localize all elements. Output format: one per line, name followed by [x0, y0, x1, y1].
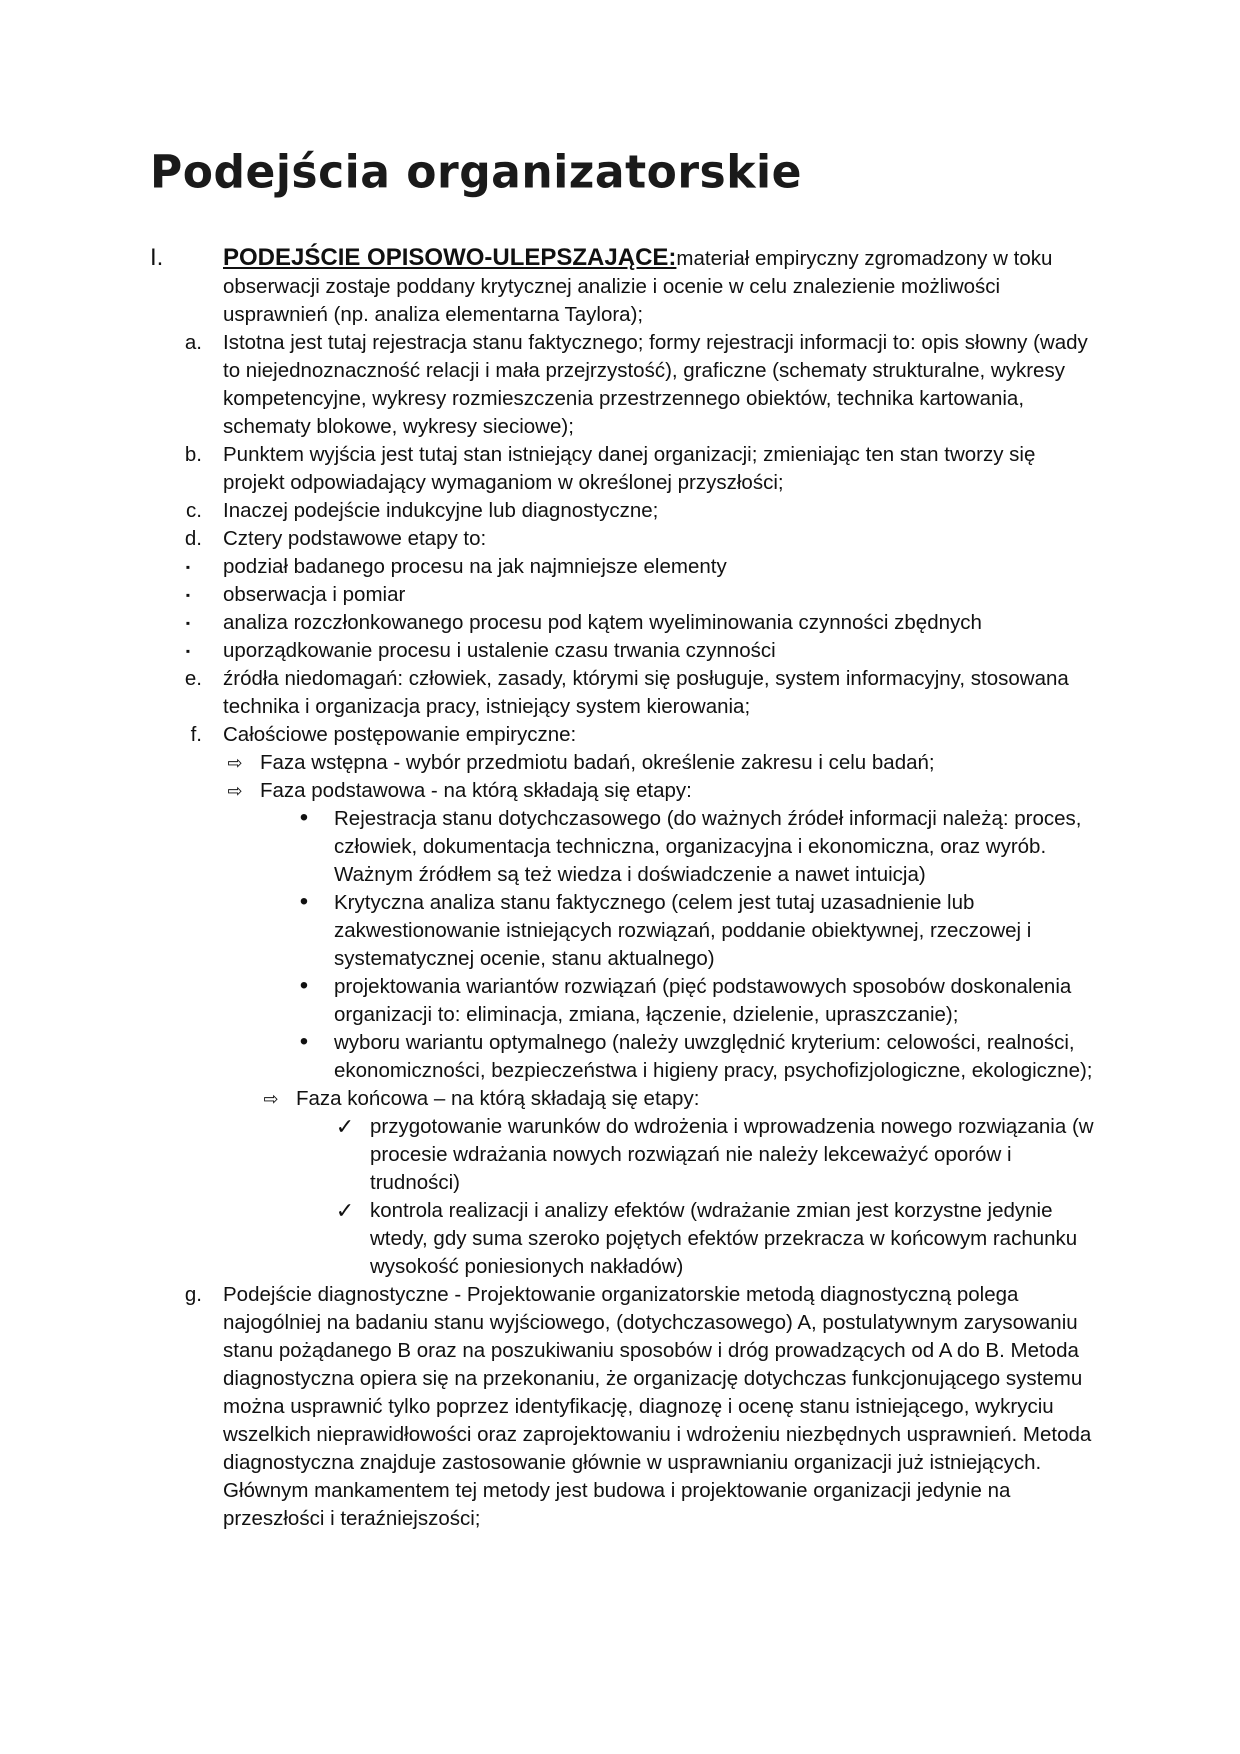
list-item-f — [0, 721, 1240, 749]
phase-step — [0, 973, 1240, 1029]
list-item-text: Istotna jest tutaj rejestracja stanu faktycznego; formy rejestracji informacji to: opis słowny (wady to niejednoznaczność relacji i mała przejrzystość), graficzne (schematy strukturalne, wykresy kompetencyjne, wykresy rozmieszczenia przestrzennego obiektów, technika kartowania, schematy blokowe, wykresy sieciowe); — [223, 331, 1088, 438]
dot-bullet-icon: • — [299, 972, 309, 999]
phase-text: Faza podstawowa - na którą składają się etapy: — [260, 779, 692, 802]
list-item-text: Całościowe postępowanie empiryczne: — [223, 723, 577, 746]
section-marker: I. — [150, 244, 164, 271]
step-item — [0, 553, 1240, 581]
step-item — [0, 609, 1240, 637]
list-item-text: Inaczej podejście indukcyjne lub diagnostyczne; — [223, 499, 659, 522]
list-marker: c. — [186, 499, 202, 522]
step-text: podział badanego procesu na jak najmniejsze elementy — [223, 555, 727, 578]
list-item-e — [0, 665, 1240, 721]
list-marker: f. — [190, 723, 202, 746]
square-bullet-icon: ▪ — [185, 644, 191, 658]
list-item-text: Punktem wyjścia jest tutaj stan istniejący danej organizacji; zmieniając ten stan tworzy się projekt odpowiadający wymaganiom w określonej przyszłości; — [223, 443, 1036, 494]
section-text — [223, 244, 1093, 329]
dot-bullet-icon: • — [299, 1028, 309, 1055]
square-bullet-icon: ▪ — [185, 616, 191, 630]
list-item-d — [0, 525, 1240, 553]
step-text: uporządkowanie procesu i ustalenie czasu trwania czynności — [223, 639, 776, 662]
checkmark-icon: ✓ — [335, 1198, 355, 1223]
phase-step-text: Krytyczna analiza stanu faktycznego (celem jest tutaj uzasadnienie lub zakwestionowanie istniejących rozwiązań, poddanie obiektywnej, rzeczowej i systematycznej ocenie, stanu aktualnego) — [334, 891, 1032, 970]
section-intro: materiał empiryczny zgromadzony w toku obserwacji zostaje poddany krytycznej analizie i ocenie w celu znalezienie możliwości usprawnień (np. analiza elementarna Taylora); — [223, 247, 1053, 326]
list-item-text: Podejście diagnostyczne - Projektowanie organizatorskie metodą diagnostyczną polega najogólniej na badaniu stanu wyjściowego, (dotychczasowego) A, postulatywnym zarysowaniu stanu pożądanego B oraz na poszukiwaniu sposobów i dróg prowadzących od A do B. Metoda diagnostyczna opiera się na przekonaniu, że organizację dotychczas funkcjonującego systemu można usprawnić tylko poprzez identyfikację, diagnozę i ocenę stanu istniejącego, wykryciu wszelkich nieprawidłowości oraz zaprojektowaniu i wdrożeniu niezbędnych usprawnień. Metoda diagnostyczna znajduje zastosowanie głównie w usprawnianiu organizacji już istniejących. Głównym mankamentem tej metody jest budowa i projektowanie organizacji jedynie na przeszłości i teraźniejszości; — [223, 1283, 1092, 1530]
list-marker: e. — [184, 667, 202, 690]
arrow-right-icon: ⇨ — [227, 781, 243, 801]
dot-bullet-icon: • — [299, 804, 309, 831]
final-step — [0, 1197, 1240, 1281]
step-text: obserwacja i pomiar — [223, 583, 406, 606]
section-i — [0, 244, 1240, 329]
phase-text: Faza wstępna - wybór przedmiotu badań, określenie zakresu i celu badań; — [260, 751, 935, 774]
document-body — [0, 244, 1240, 1533]
phase-item-final — [0, 1085, 1240, 1113]
phase-step — [0, 805, 1240, 889]
list-marker: a. — [184, 331, 202, 354]
arrow-right-icon: ⇨ — [227, 753, 243, 773]
phase-step-text: wyboru wariantu optymalnego (należy uwzględnić kryterium: celowości, realności, ekonomiczności, bezpieczeństwa i higieny pracy, psychofizjologiczne, ekologiczne); — [334, 1031, 1093, 1082]
square-bullet-icon: ▪ — [185, 560, 191, 574]
phase-item-basic — [0, 777, 1240, 805]
final-step-text: kontrola realizacji i analizy efektów (wdrażanie zmian jest korzystne jedynie wtedy, gdy suma szeroko pojętych efektów przekracza w końcowym rachunku wysokość poniesionych nakładów) — [370, 1199, 1078, 1278]
list-item-a — [0, 329, 1240, 441]
phase-step-text: projektowania wariantów rozwiązań (pięć podstawowych sposobów doskonalenia organizacji to: eliminacja, zmiana, łączenie, dzielenie, upraszczanie); — [334, 975, 1072, 1026]
phase-step-text: Rejestracja stanu dotychczasowego (do ważnych źródeł informacji należą: proces, człowiek, dokumentacja techniczna, organizacyjna i ekonomiczna, oraz wyrób. Ważnym źródłem są też wiedza i doświadczenie a nawet intuicja) — [334, 807, 1082, 886]
phase-step — [0, 889, 1240, 973]
step-item — [0, 581, 1240, 609]
step-item — [0, 637, 1240, 665]
list-item-text: źródła niedomagań: człowiek, zasady, którymi się posługuje, system informacyjny, stosowana technika i organizacja pracy, istniejący system kierowania; — [223, 667, 1069, 718]
list-marker: d. — [184, 527, 202, 550]
list-marker: g. — [184, 1283, 202, 1306]
square-bullet-icon: ▪ — [185, 588, 191, 602]
phase-step — [0, 1029, 1240, 1085]
checkmark-icon: ✓ — [335, 1114, 355, 1139]
arrow-right-icon: ⇨ — [263, 1089, 279, 1109]
list-marker: b. — [184, 443, 202, 466]
list-item-g — [0, 1281, 1240, 1533]
final-step-text: przygotowanie warunków do wdrożenia i wprowadzenia nowego rozwiązania (w procesie wdrażania nowych rozwiązań nie należy lekceważyć oporów i trudności) — [370, 1115, 1094, 1194]
phase-item-initial — [0, 749, 1240, 777]
list-item-text: Cztery podstawowe etapy to: — [223, 527, 487, 550]
page-title: Podejścia organizatorskie — [150, 146, 802, 200]
section-heading: PODEJŚCIE OPISOWO-ULEPSZAJĄCE: — [223, 244, 677, 271]
list-item-b — [0, 441, 1240, 497]
final-step — [0, 1113, 1240, 1197]
step-text: analiza rozczłonkowanego procesu pod kątem wyeliminowania czynności zbędnych — [223, 611, 982, 634]
list-item-c — [0, 497, 1240, 525]
phase-text: Faza końcowa – na którą składają się etapy: — [296, 1087, 700, 1110]
dot-bullet-icon: • — [299, 888, 309, 915]
